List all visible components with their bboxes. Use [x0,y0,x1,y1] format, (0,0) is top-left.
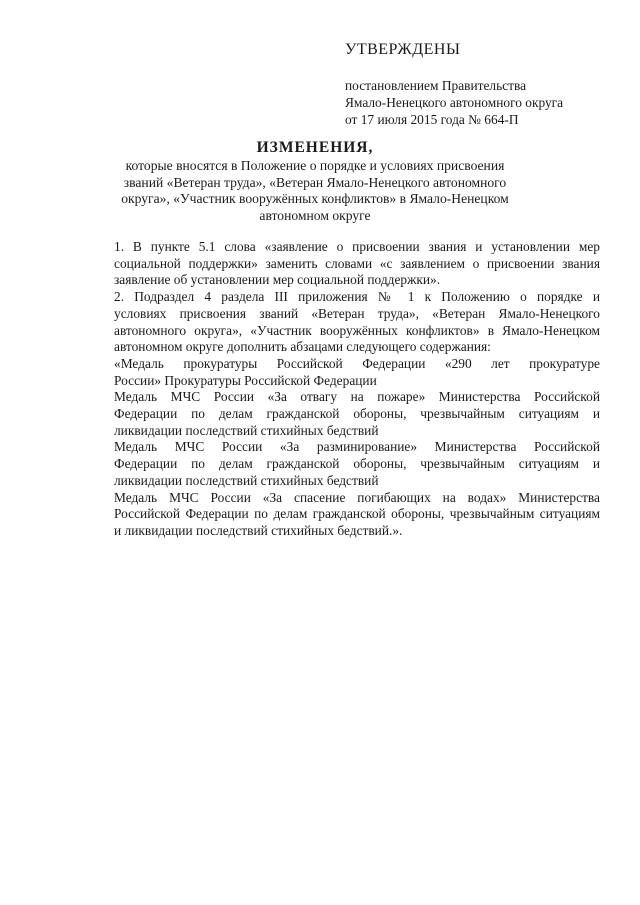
heading-title: ИЗМЕНЕНИЯ, [256,139,374,156]
approval-block [345,40,615,128]
document-body [84,239,600,540]
text-line: Медаль МЧС России «За разминирование» Министерства Российской [114,439,600,455]
text-line: и ликвидации последствий стихийных бедствий.». [114,522,403,538]
approval-line: Ямало-Ненецкого автономного округа [345,95,564,110]
text-line: заявление об установлении мер социальной поддержки». [114,272,441,288]
paragraph-1 [84,239,600,289]
text-line: социальной поддержки» заменить словами «с заявлением о присвоении звания [114,255,600,271]
text-line: условиях присвоения званий «Ветеран труда», «Ветеран Ямало-Ненецкого [114,305,600,321]
text-line: автономного округа», «Участник вооружённых конфликтов» в Ямало-Ненецком [114,322,600,338]
text-line: Российской Федерации по делам гражданской обороны, чрезвычайным ситуациям [114,506,600,522]
approval-line: постановлением Правительства [345,78,527,93]
document-heading [110,138,520,224]
paragraph-6 [84,490,600,540]
approval-title: УТВЕРЖДЕНЫ [345,41,461,58]
text-line: Медаль МЧС России «За отвагу на пожаре» Министерства Российской [114,389,600,405]
heading-subtitle-line: которые вносятся в Положение о порядке и условиях присвоения [125,158,505,173]
heading-subtitle-line: званий «Ветеран труда», «Ветеран Ямало-Ненецкого автономного [123,174,507,190]
text-line: ликвидации последствий стихийных бедствий [114,472,379,488]
text-line: автономном округе дополнить абзацами следующего содержания: [114,339,491,355]
heading-subtitle-line: округа», «Участник вооружённых конфликтов» в Ямало-Ненецком [121,191,509,206]
paragraph-5 [84,439,600,489]
text-line: Федерации по делам гражданской обороны, чрезвычайным ситуациям и [114,456,600,472]
text-line: 1. В пункте 5.1 слова «заявление о присвоении звания и установлении мер [114,239,600,254]
text-line: ликвидации последствий стихийных бедствий [114,422,379,438]
approval-line: от 17 июля 2015 года № 664-П [345,112,519,127]
paragraph-3 [84,356,600,389]
text-line: России» Прокуратуры Российской Федерации [114,372,377,388]
text-line: «Медаль прокуратуры Российской Федерации «290 лет прокуратуре [114,355,600,371]
text-line: Медаль МЧС России «За спасение погибающих на водах» Министерства [114,489,600,505]
heading-subtitle-line: автономном округе [259,207,371,223]
paragraph-4 [84,389,600,439]
paragraph-2 [84,289,600,356]
text-line: Федерации по делам гражданской обороны, чрезвычайным ситуациям и [114,406,600,422]
text-line: 2. Подраздел 4 раздела III приложения № 1 к Положению о порядке и [114,289,600,305]
